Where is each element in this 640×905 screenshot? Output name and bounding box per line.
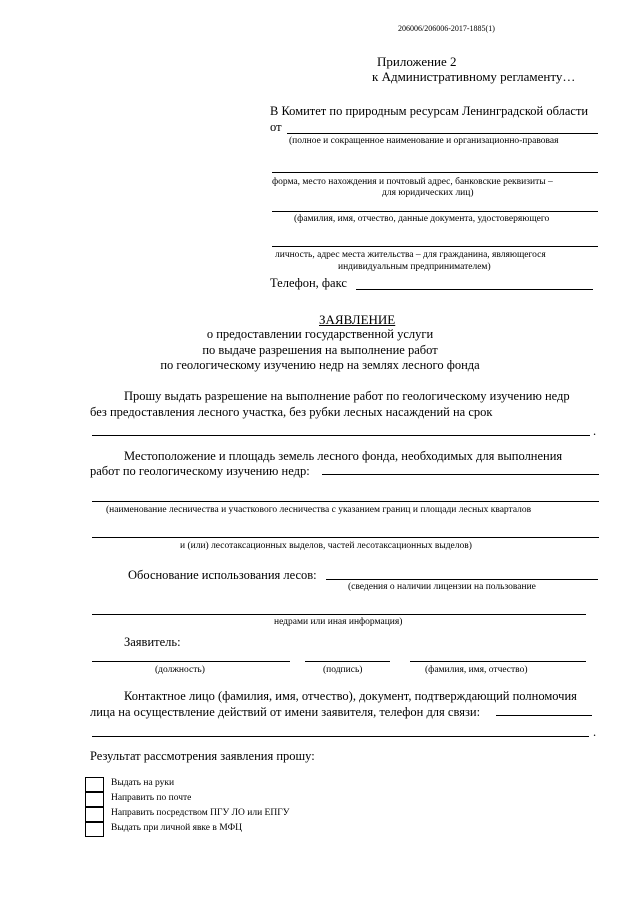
contact-input-line-1[interactable] xyxy=(496,715,592,716)
phone-input-line[interactable] xyxy=(356,289,593,290)
from-hint-6: индивидуальным предпринимателем) xyxy=(338,262,491,272)
title-line-1: о предоставлении государственной услуги xyxy=(206,327,434,341)
location-input-line-1[interactable] xyxy=(322,474,599,475)
applicant-name-input-line[interactable] xyxy=(410,661,586,662)
from-hint-1: (полное и сокращенное наименование и организационно-правовая xyxy=(289,136,559,146)
title-line-2: по выдаче разрешения на выполнение работ xyxy=(202,343,438,357)
location-hint-2: и (или) лесотаксационных выделов, частей лесотаксационных выделов) xyxy=(180,541,472,551)
document-number: 206006/206006-2017-1885(1) xyxy=(398,24,495,33)
signature-hint: (подпись) xyxy=(323,665,363,675)
justification-input-line-2[interactable] xyxy=(92,614,586,615)
from-hint-3: для юридических лиц) xyxy=(382,188,474,198)
location-text-1: Местоположение и площадь земель лесного фонда, необходимых для выполнения xyxy=(124,449,563,463)
from-hint-2: форма, место нахождения и почтовый адрес, банковские реквизиты – xyxy=(272,177,553,187)
location-input-line-2[interactable] xyxy=(92,501,599,502)
contact-input-line-2[interactable] xyxy=(92,736,589,737)
request-text-1: Прошу выдать разрешение на выполнение работ по геологическому изучению недр xyxy=(124,389,570,403)
location-hint-1: (наименование лесничества и участкового лесничества с указанием границ и площади лесных кварталов xyxy=(106,505,532,515)
location-input-line-3[interactable] xyxy=(92,537,599,538)
option-label-mfc: Выдать при личной явке в МФЦ xyxy=(111,823,242,833)
option-checkbox-by-mail[interactable] xyxy=(85,792,104,807)
result-label: Результат рассмотрения заявления прошу: xyxy=(90,749,315,763)
contact-text-1: Контактное лицо (фамилия, имя, отчество), документ, подтверждающий полномочия xyxy=(124,689,577,703)
position-hint: (должность) xyxy=(155,665,205,675)
contact-end-dot: . xyxy=(593,725,597,739)
position-input-line[interactable] xyxy=(92,661,290,662)
option-label-pgu: Направить посредством ПГУ ЛО или ЕПГУ xyxy=(111,808,290,818)
document-heading: ЗАЯВЛЕНИЕ xyxy=(319,312,396,327)
phone-label: Телефон, факс xyxy=(270,276,347,290)
from-label: от xyxy=(270,120,282,134)
appendix-title: Приложение 2 xyxy=(377,54,457,69)
justification-label: Обоснование использования лесов: xyxy=(128,568,317,582)
org-input-line[interactable] xyxy=(272,172,598,173)
title-line-3: по геологическому изучению недр на землях лесного фонда xyxy=(160,358,480,372)
option-checkbox-mfc[interactable] xyxy=(85,822,104,837)
request-text-2: без предоставления лесного участка, без рубки лесных насаждений на срок xyxy=(90,405,493,419)
period-end-dot: . xyxy=(593,424,597,438)
contact-text-2: лица на осуществление действий от имени заявителя, телефон для связи: xyxy=(90,705,481,719)
period-input-line[interactable] xyxy=(92,435,590,436)
signature-input-line[interactable] xyxy=(305,661,390,662)
location-text-2: работ по геологическому изучению недр: xyxy=(90,464,310,478)
justification-hint-2: недрами или иная информация) xyxy=(274,617,403,627)
from-hint-4: (фамилия, имя, отчество, данные документа, удостоверяющего xyxy=(294,214,550,224)
applicant-label: Заявитель: xyxy=(124,635,181,649)
option-checkbox-in-person[interactable] xyxy=(85,777,104,792)
addressee-committee: В Комитет по природным ресурсам Ленинградской области xyxy=(270,104,589,118)
from-hint-5: личность, адрес места жительства – для гражданина, являющегося xyxy=(275,250,546,260)
address-input-line[interactable] xyxy=(272,246,598,247)
person-input-line[interactable] xyxy=(272,211,598,212)
justification-input-line-1[interactable] xyxy=(326,579,598,580)
option-label-in-person: Выдать на руки xyxy=(111,778,175,788)
justification-hint-1: (сведения о наличии лицензии на пользование xyxy=(348,582,536,592)
appendix-reference: к Административному регламенту… xyxy=(372,69,576,84)
from-input-line[interactable] xyxy=(287,133,598,134)
option-checkbox-pgu[interactable] xyxy=(85,807,104,822)
applicant-name-hint: (фамилия, имя, отчество) xyxy=(425,665,528,675)
option-label-by-mail: Направить по почте xyxy=(111,793,192,803)
